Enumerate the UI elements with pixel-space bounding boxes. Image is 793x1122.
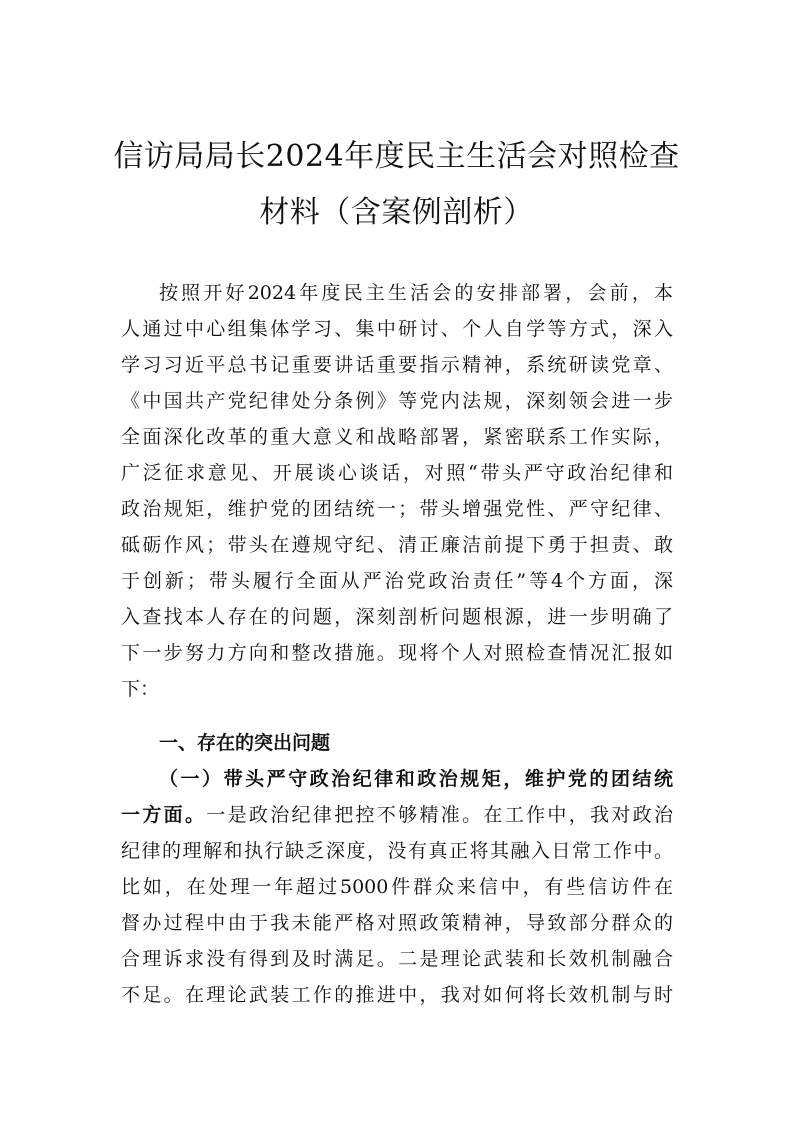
sub-heading-bold-cont: 一方面。 — [121, 804, 207, 826]
body-line-1 — [121, 800, 673, 830]
body-line-2: 纪律的理解和执行缺乏深度，没有真正将其融入日常工作中。 — [121, 840, 673, 862]
intro-line-4: 《中国共产党纪律处分条例》等党内法规，深刻领会进一步 — [121, 390, 673, 412]
sub-heading-line — [159, 764, 673, 794]
intro-line-9: 于创新；带头履行全面从严治党政治责任”等4个方面，深 — [121, 570, 673, 592]
intro-line-6: 广泛征求意见、开展谈心谈话，对照“带头严守政治纪律和 — [121, 462, 673, 484]
intro-line-3: 学习习近平总书记重要讲话重要指示精神，系统研读党章、 — [121, 354, 673, 376]
intro-line-5: 全面深化改革的重大意义和战略部署，紧密联系工作实际， — [121, 426, 673, 448]
section-heading: 一、存在的突出问题 — [159, 732, 331, 754]
document-title-line-2: 材料（含案例剖析） — [259, 195, 534, 230]
document-title-line-1: 信访局局长2024年度民主生活会对照检查 — [113, 139, 680, 174]
intro-line-7: 政治规矩，维护党的团结统一；带头增强党性、严守纪律、 — [121, 498, 673, 520]
sub-heading-bold: （一）带头严守政治纪律和政治规矩，维护党的团结统 — [159, 768, 673, 790]
body-line-1-text: 一是政治纪律把控不够精准。在工作中，我对政治 — [206, 804, 673, 826]
body-line-3: 比如，在处理一年超过5000件群众来信中，有些信访件在 — [121, 876, 673, 898]
intro-line-8: 砥砺作风；带头在遵规守纪、清正廉洁前提下勇于担责、敢 — [121, 534, 673, 556]
intro-line-1: 按照开好2024年度民主生活会的安排部署，会前，本 — [159, 282, 673, 304]
intro-line-11: 下一步努力方向和整改措施。现将个人对照检查情况汇报如 — [121, 642, 673, 664]
intro-line-2: 人通过中心组集体学习、集中研讨、个人自学等方式，深入 — [121, 318, 673, 340]
body-line-4: 督办过程中由于我未能严格对照政策精神，导致部分群众的 — [121, 912, 673, 934]
intro-line-12: 下： — [121, 678, 160, 700]
intro-line-10: 入查找本人存在的问题，深刻剖析问题根源，进一步明确了 — [121, 606, 673, 628]
body-line-5: 合理诉求没有得到及时满足。二是理论武装和长效机制融合 — [121, 948, 673, 970]
body-line-6: 不足。在理论武装工作的推进中，我对如何将长效机制与时 — [121, 984, 673, 1006]
